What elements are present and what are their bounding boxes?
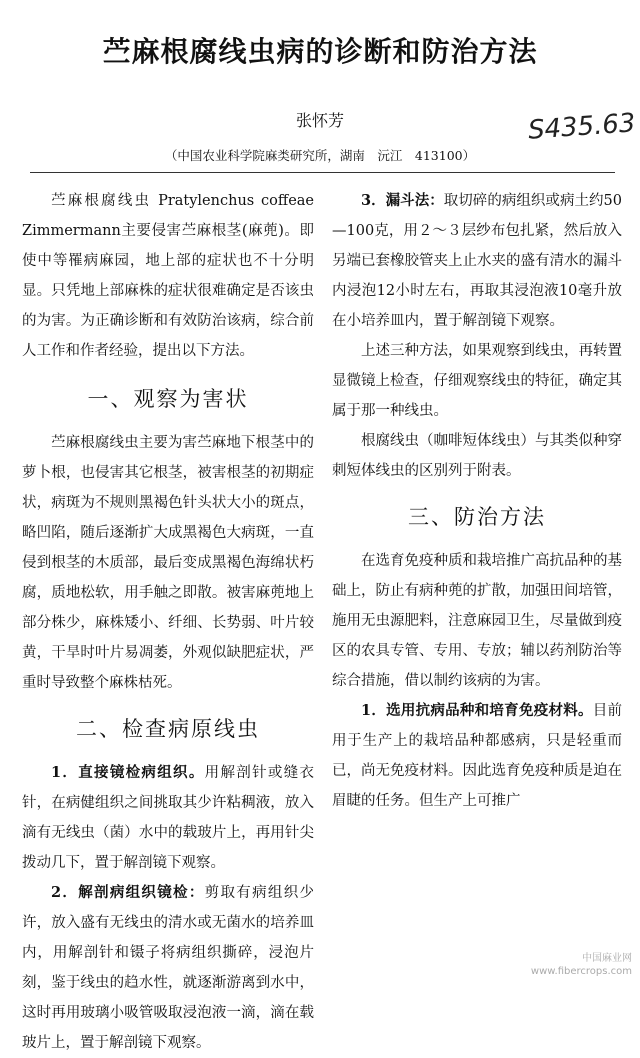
- inspection-item-1-text: 用解剖针或缝衣针，在病健组织之间挑取其少许粘稠液，放入滴有无线虫（菌）水中的载玻片上，再用针尖拨动几下，置于解剖镜下观察。: [22, 765, 314, 871]
- watermark-line-1: 中国麻业网: [582, 953, 632, 964]
- appendix-note: 根腐线虫（咖啡短体线虫）与其类似种穿刺短体线虫的区别列于附表。: [332, 433, 622, 479]
- section-heading-observation: 一、观察为害状: [87, 387, 249, 411]
- site-watermark: [512, 952, 632, 978]
- control-item-1-text: 目前用于生产上的栽培品种都感病，只是轻重而已，尚无免疫材料。因此选育免疫种质是迫在眉睫的任务。但生产上可推广: [332, 703, 623, 809]
- handwritten-call-number: S435.63: [527, 108, 637, 146]
- inspection-summary: 上述三种方法，如果观察到线虫，再转置显微镜上检查，仔细观察线虫的特征，确定其属于那一种线虫。: [332, 343, 622, 419]
- inspection-item-2: [22, 878, 314, 1058]
- author-name: 张怀芳: [295, 111, 344, 130]
- section-observation-paragraph: 苎麻根腐线虫主要为害苎麻地下根茎中的萝卜根，也侵害其它根茎，被害根茎的初期症状，病斑为不规则黑褐色针头状大小的斑点，略凹陷，随后逐渐扩大成黑褐色大病斑，一直侵到根茎的木质部，最后变成黑褐色海绵状朽腐，质地松软，用手触之即散。被害麻蔸地上部分株少，麻株矮小、纤细、长势弱、叶片较黄，干旱时叶片易凋萎，外观似缺肥症状，严重时导致整个麻株枯死。: [22, 435, 314, 691]
- right-column: [332, 186, 622, 816]
- inspection-item-1: [22, 758, 314, 878]
- intro-paragraph: 苎麻根腐线虫 Pratylenchus coffeae Zimmermann主要侵害苎麻根茎(麻蔸)。即使中等罹病麻园，地上部的症状也不十分明显。只凭地上部麻株的症状很难确定是否该虫的为害。为正确诊断和有效防治该病，综合前人工作和作者经验，提出以下方法。: [22, 193, 314, 359]
- article-title: 苎麻根腐线虫病的诊断和防治方法: [102, 35, 538, 68]
- left-column: [22, 186, 314, 1058]
- inspection-item-3: [332, 186, 622, 336]
- control-item-1-title: 1．选用抗病品种和培育免疫材料。: [361, 702, 593, 719]
- inspection-item-2-text: 剪取有病组织少许，放入盛有无线虫的清水或无菌水的培养皿内，用解剖针和镊子将病组织撕碎，浸泡片刻，鉴于线虫的趋水性，就逐渐游离到水中，这时再用玻璃小吸管吸取浸泡液一滴，滴在载玻片上，置于解剖镜下观察。: [22, 885, 314, 1051]
- inspection-item-3-text: 取切碎的病组织或病土约50—100克，用２～３层纱布包扎紧，然后放入另端已套橡胶管夹上止水夹的盛有清水的漏斗内浸泡12小时左右，再取其浸泡液10毫升放在小培养皿内，置于解剖镜下观察。: [332, 193, 622, 329]
- inspection-item-1-title: 1．直接镜检病组织。: [51, 764, 205, 781]
- inspection-item-2-title: 2．解剖病组织镜检：: [51, 884, 205, 901]
- watermark-line-2: www.fibercrops.com: [530, 966, 632, 977]
- control-item-1: [332, 696, 622, 816]
- author-affiliation: （中国农业科学院麻类研究所，湖南 沅江 413100）: [164, 148, 476, 163]
- section-heading-control: 三、防治方法: [408, 505, 546, 529]
- section-heading-inspection: 二、检查病原线虫: [76, 717, 260, 741]
- header-divider: [30, 172, 615, 173]
- control-intro-paragraph: 在选育免疫种质和栽培推广高抗品种的基础上，防止有病种蔸的扩散，加强田间培管，施用无虫源肥料，注意麻园卫生，尽量做到疫区的农具专管、专用、专放；辅以药剂防治等综合措施，借以制约该病的为害。: [332, 553, 622, 689]
- inspection-item-3-title: 3．漏斗法：: [361, 192, 444, 209]
